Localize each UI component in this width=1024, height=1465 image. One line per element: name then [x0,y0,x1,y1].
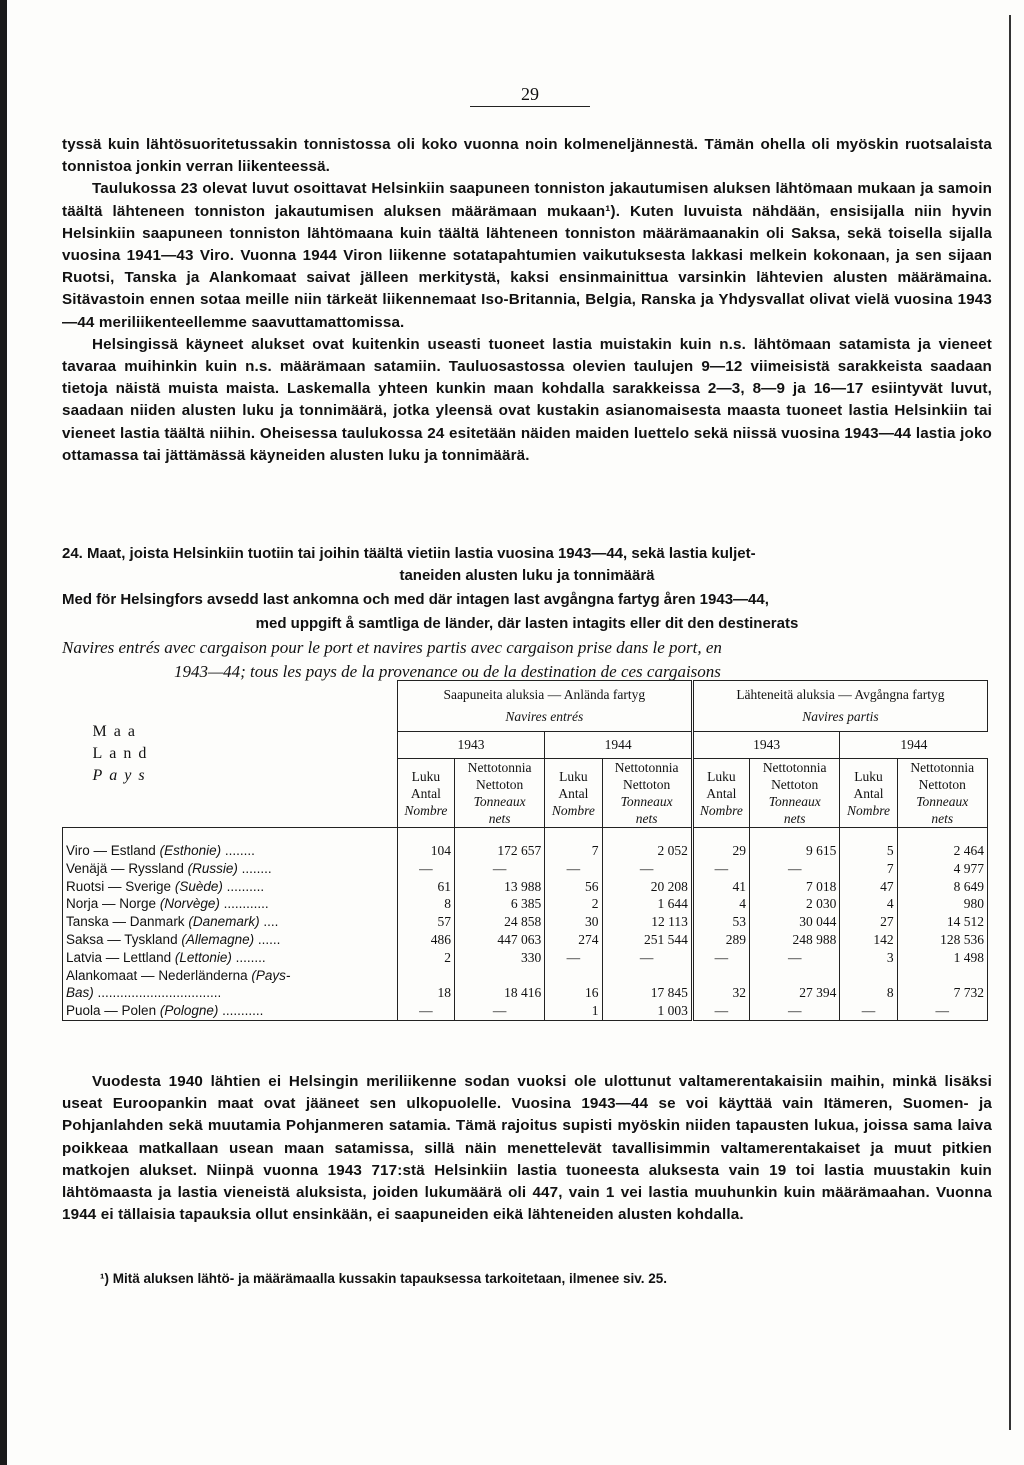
value-cell: 13 988 [454,878,544,896]
value-cell: 8 [840,967,897,1003]
value-cell: 53 [692,913,749,931]
year-header: 1944 [840,732,988,759]
value-cell: 289 [692,931,749,949]
departed-group-header [692,681,987,732]
caption-sv-line1: Med för Helsingfors avsedd last ankomna och med där intagen last avgångna fartyg åren 1943—44, [62,591,769,608]
country-head-fr: Pays [92,766,152,784]
value-cell: 3 [840,949,897,967]
value-cell: 486 [397,931,454,949]
value-cell: 8 649 [897,878,987,896]
value-cell: — [545,949,602,967]
tonnage-header: Nettotonnia Nettoton Tonneaux nets [750,759,840,828]
count-header: Luku Antal Nombre [545,759,602,828]
country-cell: Viro — Estland (Esthonie) ........ [63,842,398,860]
country-column-header [63,681,398,828]
value-cell: — [397,1002,454,1020]
value-cell: — [602,860,692,878]
value-cell: 56 [545,878,602,896]
value-cell: 142 [840,931,897,949]
tonnage-header: Nettotonnia Nettoton Tonneaux nets [602,759,692,828]
year-header: 1944 [545,732,693,759]
departed-fi: Lähteneitä aluksia — Avgångna fartyg [736,687,945,702]
tonnage-header: Nettotonnia Nettoton Tonneaux nets [897,759,987,828]
table-row [63,967,988,1003]
table-row [63,842,988,860]
value-cell: 1 644 [602,895,692,913]
value-cell: 447 063 [454,931,544,949]
arrived-group-header [397,681,692,732]
paragraph: Helsingissä käyneet alukset ovat kuitenkin useasti tuoneet lastia muistakin kuin n.s. lähtömaan satamista ja vieneet tavaraa muihinkin kuin n.s. määrämaan satamiin. Tauluosastossa olevien taulujen 9—12 viimeisistä sarakkeista saadaan tietoja näistä muista maista. Laskemalla yhteen kunkin maan kohdalla sarakkeissa 2—3, 8—9 ja 16—17 esiintyvät luvut, saadaan niiden alusten luku ja tonnimäärä, jotka yleensä ovat kustakin asianomaisesta maasta tuoneet lastia Helsinkiin tai vieneet lastia täältä niihin. Oheisessa taulukossa 24 esitetään näiden maiden luettelo sekä niissä vuosina 1943—44 lastia joko ottamassa tai jättämässä käyneiden alusten luku ja tonnimäärä. [62,335,992,464]
value-cell: 274 [545,931,602,949]
value-cell: 29 [692,842,749,860]
value-cell: 4 977 [897,860,987,878]
caption-fr-line1: Navires entrés avec cargaison pour le port et navires partis avec cargaison prise dans le port, en [62,638,722,657]
country-cell: Ruotsi — Sverige (Suède) .......... [63,878,398,896]
value-cell: — [897,1002,987,1020]
value-cell: — [692,860,749,878]
country-cell: Saksa — Tyskland (Allemagne) ...... [63,931,398,949]
footnote: ¹) Mitä aluksen lähtö- ja määrämaalla kussakin tapauksessa tarkoitetaan, ilmenee siv. 25. [100,1271,668,1286]
value-cell: 4 [692,895,749,913]
value-cell: 57 [397,913,454,931]
value-cell: 27 [840,913,897,931]
value-cell: 30 [545,913,602,931]
value-cell: 172 657 [454,842,544,860]
departed-fr: Navires partis [802,709,879,724]
country-cell: Norja — Norge (Norvège) ............ [63,895,398,913]
value-cell: 20 208 [602,878,692,896]
value-cell: — [840,1002,897,1020]
value-cell: 2 [545,895,602,913]
value-cell: — [545,860,602,878]
value-cell: 30 044 [750,913,840,931]
value-cell: — [692,1002,749,1020]
value-cell: 1 [545,1002,602,1020]
paragraph: Vuodesta 1940 lähtien ei Helsingin meriliikenne sodan vuoksi ole ulottunut valtamerentakaisiin maihin, minkä lisäksi useat Euroopankin maat ovat jääneet sen ulkopuolelle. Vuosina 1943—44 se voi käyttää vain Itämeren, Suomen- ja Pohjanlahden sekä muutamia Pohjanmeren satamia. Tämä rajoitus supisti myöskin niiden tapausten lukua, joissa sama laiva poikkeaa matkallaan usean maan satamissa, sillä näin menettelevät tavallisimmin valtamerentakaiset ja muut pitkien matkojen alukset. Niinpä vuonna 1943 717:stä Helsinkiin lastia tuoneesta aluksesta vain 19 toi lastia muustakin kuin lähtömaasta ja lastia vieneistä aluksista, joiden lukumäärä oli 447, vain 1 vei lastia muuhunkin kuin määrämaahan. Vuonna 1944 ei tällaisia tapauksia ollut ensinkään, ei saapuneiden eikä lähteneiden alusten kohdalla. [62,1073,992,1224]
table-body [63,842,988,1020]
arrived-fr: Navires entrés [505,709,584,724]
value-cell: — [750,1002,840,1020]
value-cell: 4 [840,895,897,913]
country-cell: Tanska — Danmark (Danemark) .... [63,913,398,931]
year-header: 1943 [397,732,545,759]
value-cell: 27 394 [750,967,840,1003]
value-cell: 47 [840,878,897,896]
table-row [63,1002,988,1020]
scan-edge-right [1009,15,1011,1430]
table-row [63,949,988,967]
value-cell: 7 [545,842,602,860]
page-number-rule [470,106,590,107]
scan-edge-left [0,0,7,1465]
value-cell: — [454,1002,544,1020]
value-cell: 248 988 [750,931,840,949]
value-cell: 17 845 [602,967,692,1003]
caption-fi-line2: taneiden alusten luku ja tonnimäärä [399,567,655,584]
value-cell: 18 416 [454,967,544,1003]
value-cell: 9 615 [750,842,840,860]
caption-fi-line1: Maat, joista Helsinkiin tuotiin tai joihin täältä vietiin lastia vuosina 1943—44, sekä lastia kuljet- [87,545,756,562]
value-cell: 2 [397,949,454,967]
table-row [63,895,988,913]
value-cell: 7 732 [897,967,987,1003]
table-row [63,878,988,896]
value-cell: 61 [397,878,454,896]
count-header: Luku Antal Nombre [840,759,897,828]
value-cell: — [602,949,692,967]
count-header: Luku Antal Nombre [397,759,454,828]
value-cell: 41 [692,878,749,896]
value-cell: 18 [397,967,454,1003]
value-cell: 2 030 [750,895,840,913]
value-cell: 104 [397,842,454,860]
intro-text [62,134,992,467]
value-cell: 7 018 [750,878,840,896]
value-cell: 12 113 [602,913,692,931]
country-cell: Latvia — Lettland (Lettonie) ........ [63,949,398,967]
value-cell: 2 052 [602,842,692,860]
value-cell: 6 385 [454,895,544,913]
value-cell: 980 [897,895,987,913]
value-cell: — [397,860,454,878]
tonnage-header: Nettotonnia Nettoton Tonneaux nets [454,759,544,828]
value-cell: 14 512 [897,913,987,931]
page-number: 29 [521,84,539,104]
header-separator [63,828,988,843]
closing-paragraph [62,1071,992,1226]
value-cell: 32 [692,967,749,1003]
caption-sv-line2: med uppgift å samtliga de länder, där lasten intagits eller dit den destinerats [255,615,799,632]
table-row [63,931,988,949]
value-cell: 251 544 [602,931,692,949]
value-cell: 8 [397,895,454,913]
paragraph: tyssä kuin lähtösuoritetussakin tonnistossa oli koko vuonna noin kolmeneljännestä. Tämän ohella oli myöskin ruotsalaista tonnistoa jonkin verran liikenteessä. [62,136,992,176]
value-cell: 16 [545,967,602,1003]
value-cell: 128 536 [897,931,987,949]
count-header: Luku Antal Nombre [692,759,749,828]
table-row [63,860,988,878]
caption-finnish [62,543,992,565]
value-cell: 5 [840,842,897,860]
country-head-sv: Land [92,744,154,762]
table-number: 24. [62,545,83,562]
table-caption [62,543,992,683]
value-cell: — [750,860,840,878]
value-cell: 330 [454,949,544,967]
table-row [63,913,988,931]
caption-fr-line2: 1943—44; tous les pays de la provenance ou de la destination de ces cargaisons [174,662,721,681]
country-head-fi: Maa [92,722,142,740]
value-cell: 1 498 [897,949,987,967]
value-cell: — [750,949,840,967]
value-cell: — [692,949,749,967]
country-cell: Alankomaat — Nederländerna (Pays- Bas) ................................. [63,967,398,1003]
value-cell: — [454,860,544,878]
ports-table [62,680,988,1021]
value-cell: 24 858 [454,913,544,931]
value-cell: 7 [840,860,897,878]
paragraph: Taulukossa 23 olevat luvut osoittavat Helsinkiin saapuneen tonniston jakautumisen aluksen lähtömaan mukaan ja samoin täältä lähteneen tonniston jakautumisen aluksen määrämaan mukaan¹). Kuten luvuista nähdään, ensisijalla niin hyvin Helsinkiin saapuneen tonniston lähtömaana kuin täältä lähteneen tonniston määrämaanakin oli Saksa, sekä toisella sijalla vuosina 1941—43 Viro. Vuonna 1944 Viron liikenne sotatapahtumien vaikutuksesta lakkasi melkein kokonaan, ja sen sijaan Ruotsi, Tanska ja Alankomaat saivat jälleen merkitystä, kaksi ensinmainittua varsinkin lähtevien alusten määrämaina. Sitävastoin ennen sotaa meille niin tärkeät liikennemaat Iso-Britannia, Belgia, Ranska ja Yhdysvallat olivat vielä vuosina 1943—44 meriliikenteellemme saavuttamattomissa. [62,180,992,331]
country-cell: Venäjä — Ryssland (Russie) ........ [63,860,398,878]
value-cell: 2 464 [897,842,987,860]
country-cell: Puola — Polen (Pologne) ........... [63,1002,398,1020]
year-header: 1943 [692,732,840,759]
value-cell: 1 003 [602,1002,692,1020]
arrived-fi: Saapuneita aluksia — Anlända fartyg [443,687,646,702]
